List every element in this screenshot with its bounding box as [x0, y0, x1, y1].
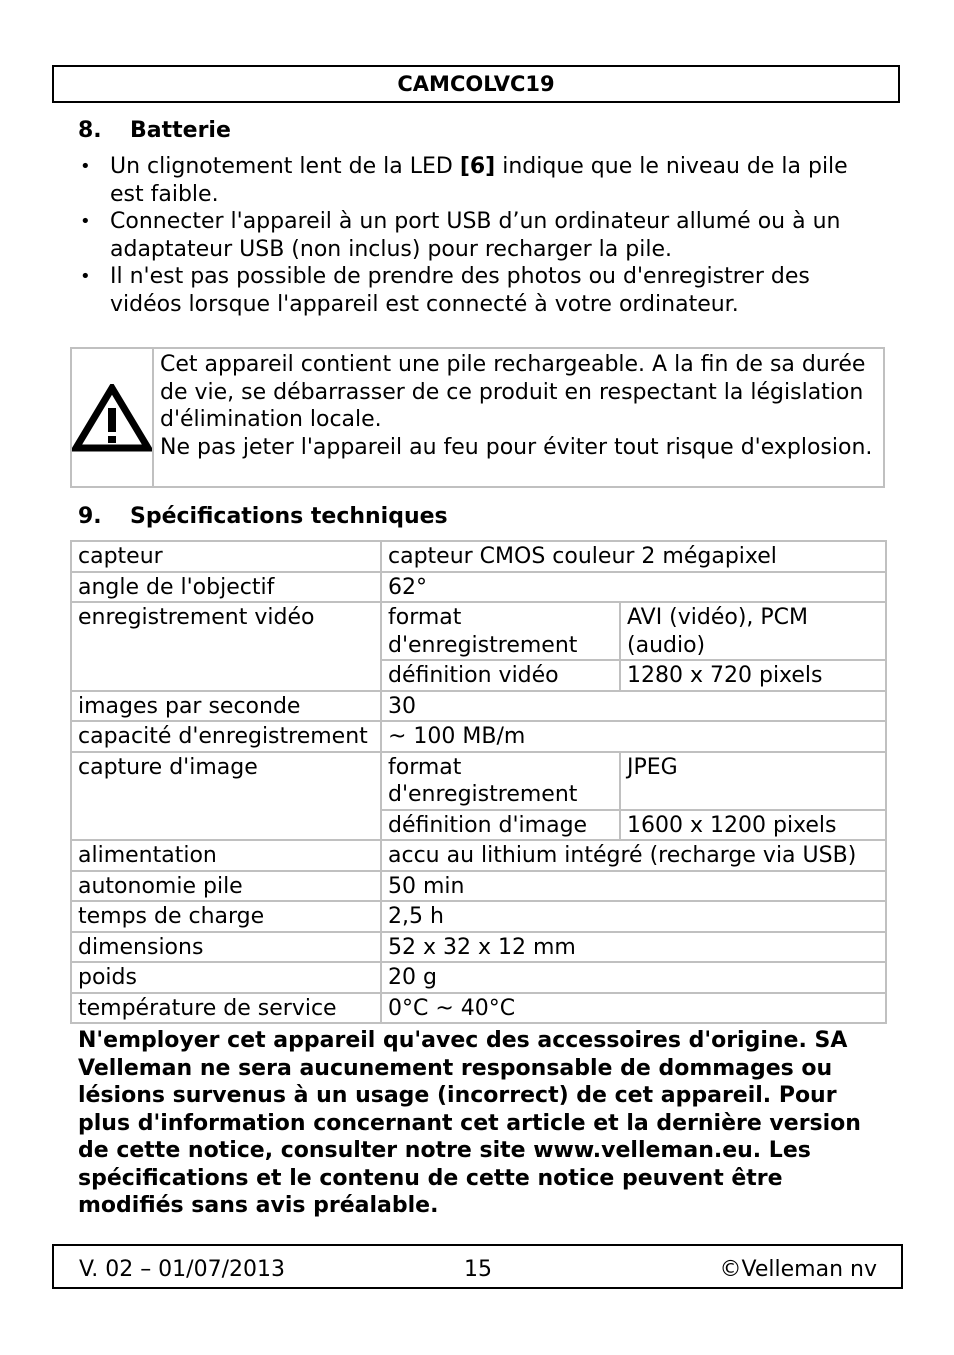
led-reference: [6] [459, 154, 496, 179]
table-row: capacité d'enregistrement ~ 100 MB/m [71, 721, 886, 752]
table-row: temps de charge 2,5 h [71, 901, 886, 932]
section-title: Batterie [130, 118, 231, 143]
warning-line-disposal: Cet appareil contient une pile rechargeable. A la fin de sa durée de vie, se débarrasser de ce produit en respectant la législation d'élimination locale. [160, 352, 866, 432]
section-number: 9. [78, 504, 102, 529]
document-footer [52, 1244, 903, 1289]
version-date: V. 02 – 01/07/2013 [79, 1257, 285, 1282]
bullet-icon: • [80, 211, 91, 232]
list-item: • Il n'est pas possible de prendre des photos ou d'enregistrer des vidéos lorsque l'appareil est connecté à votre ordinateur. [80, 264, 810, 317]
table-row: capture d'image format d'enregistrement JPEG [71, 752, 886, 810]
copyright: ©Velleman nv [719, 1257, 877, 1282]
table-row: définition d'image 1600 x 1200 pixels [71, 810, 886, 841]
table-row: angle de l'objectif 62° [71, 572, 886, 603]
section-number: 8. [78, 118, 102, 143]
table-row: alimentation accu au lithium intégré (recharge via USB) [71, 840, 886, 871]
warning-icon-cell [72, 349, 154, 486]
bullet-icon: • [80, 156, 91, 177]
warning-triangle-icon [72, 384, 152, 452]
warning-line-fire: Ne pas jeter l'appareil au feu pour éviter tout risque d'explosion. [160, 434, 873, 460]
product-code: CAMCOLVC19 [397, 72, 555, 96]
table-row: poids 20 g [71, 962, 886, 993]
section-heading-battery [78, 118, 231, 143]
warning-box [70, 347, 885, 488]
list-item: • Connecter l'appareil à un port USB d’un ordinateur allumé ou à un adaptateur USB (non inclus) pour recharger la pile. [80, 209, 841, 262]
table-row: images par seconde 30 [71, 691, 886, 722]
table-row: enregistrement vidéo format d'enregistrement AVI (vidéo), PCM (audio) [71, 602, 886, 660]
section-title: Spécifications techniques [130, 504, 448, 529]
table-row: définition vidéo 1280 x 720 pixels [71, 660, 886, 691]
section-heading-specs [78, 504, 448, 529]
page-number: 15 [464, 1257, 492, 1282]
bullet-icon: • [80, 266, 91, 287]
table-row: température de service 0°C ~ 40°C [71, 993, 886, 1024]
warning-text [154, 349, 883, 486]
document-header [52, 65, 900, 103]
specifications-table [70, 540, 887, 1024]
table-row: capteur capteur CMOS couleur 2 mégapixel [71, 541, 886, 572]
table-row: dimensions 52 x 32 x 12 mm [71, 932, 886, 963]
legal-notice: N'employer cet appareil qu'avec des accessoires d'origine. SA Velleman ne sera aucunement responsable de dommages ou lésions survenus à un usage (incorrect) de cet appareil. Pour plus d'information concernant cet article et la dernière version de cette notice, consulter notre site www.velleman.eu. Les spécifications et le contenu de cette notice peuvent être modifiés sans avis préalable. [78, 1028, 861, 1218]
battery-bullet-list [78, 153, 878, 318]
list-item: • Un clignotement lent de la LED [6] indique que le niveau de la pile est faible. [80, 154, 848, 207]
table-row: autonomie pile 50 min [71, 871, 886, 902]
